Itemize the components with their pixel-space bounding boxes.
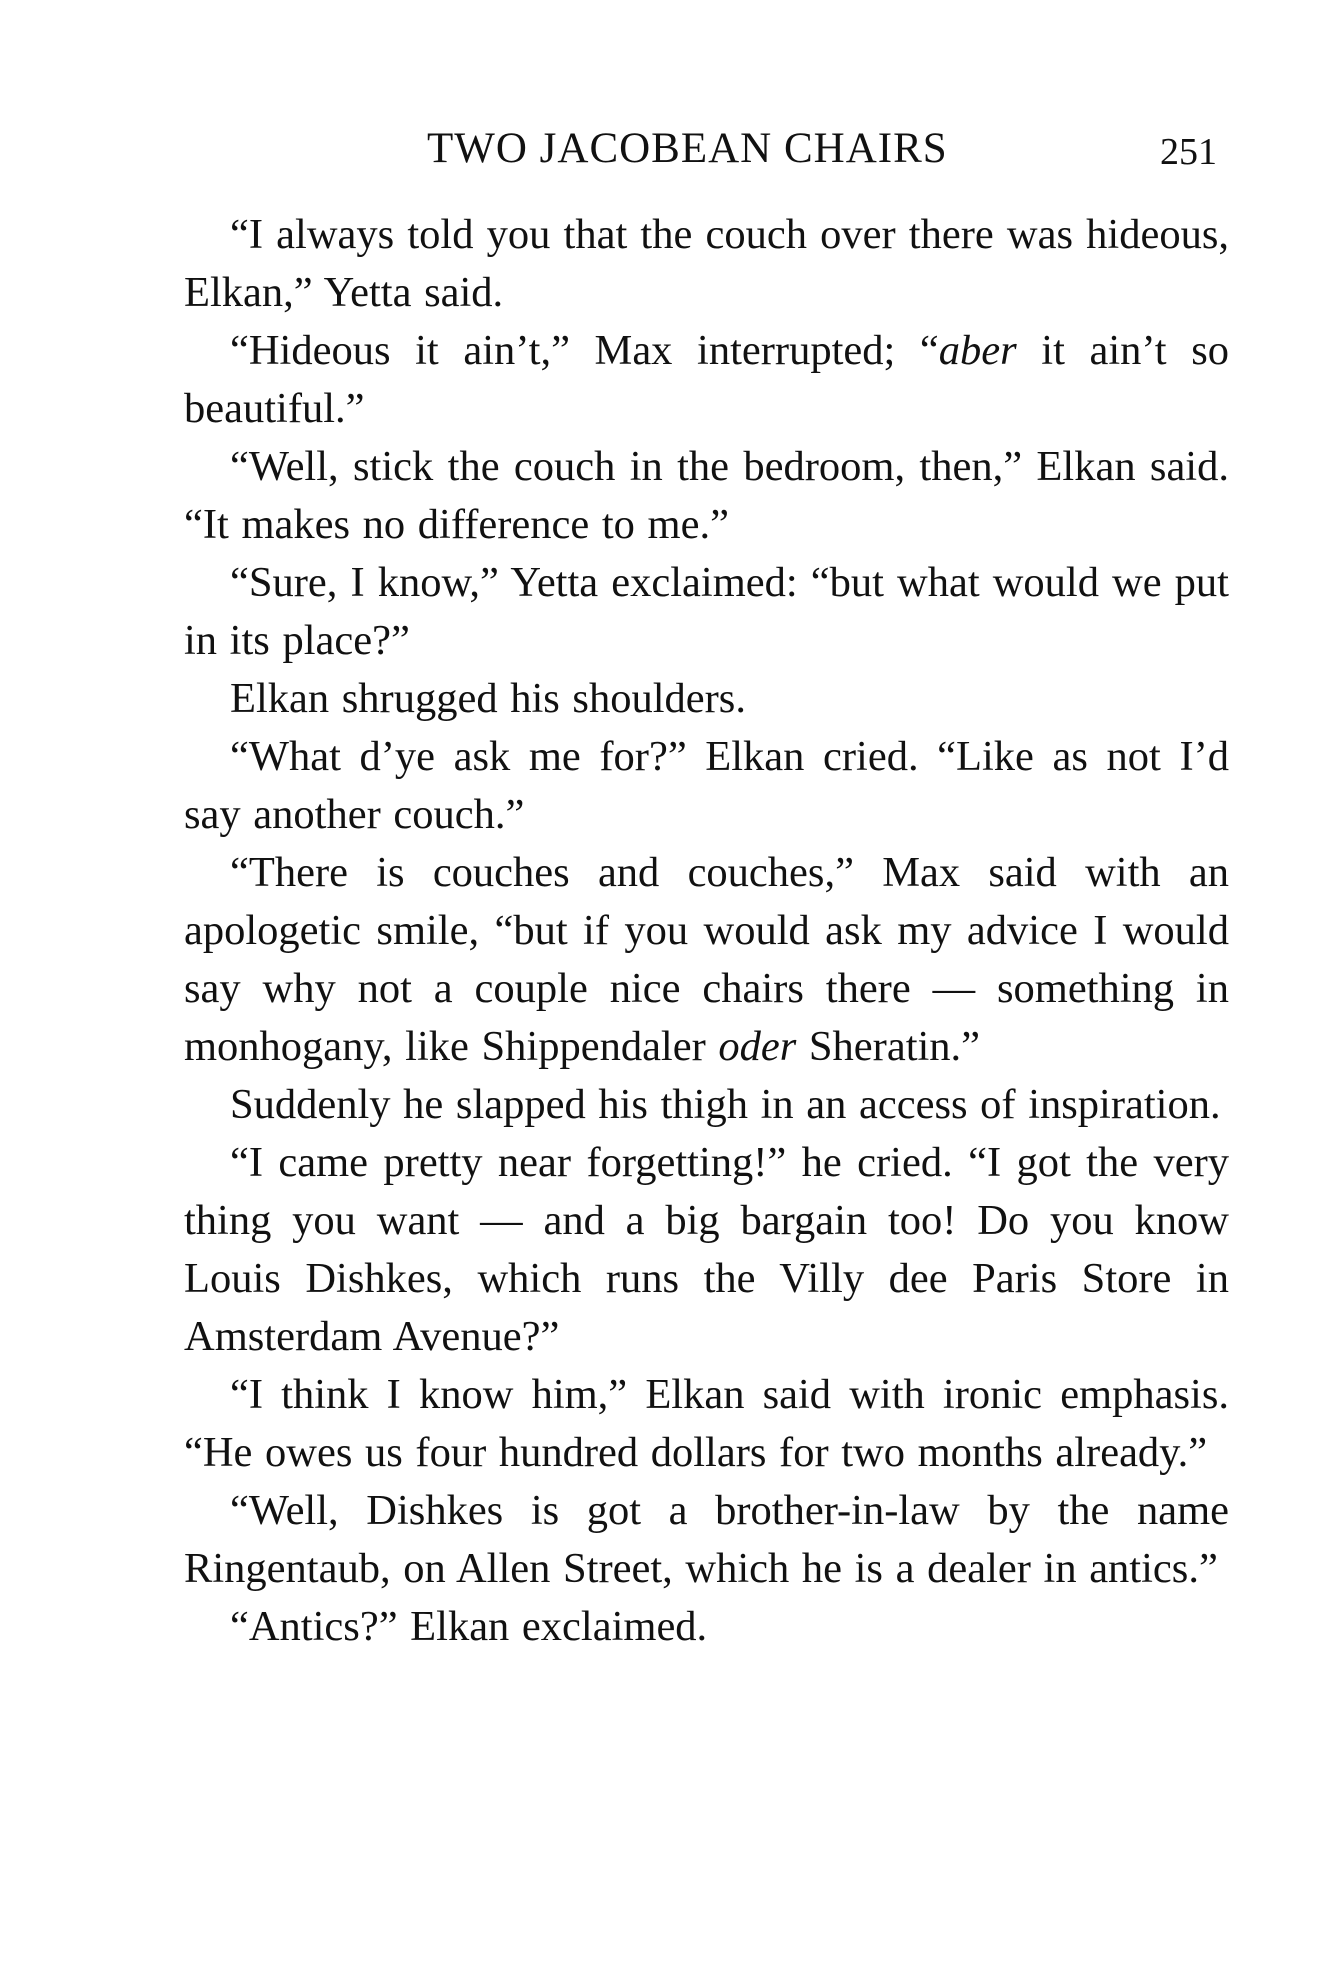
running-title: TWO JACOBEAN CHAIRS [427,125,948,172]
italic-text-segment: oder [718,1023,797,1070]
text-segment: it ain’t so beautiful.” [184,327,1229,432]
text-segment: Sheratin.” [796,1023,981,1070]
paragraph [184,438,1229,554]
paragraph [184,554,1229,670]
paragraph [184,728,1229,844]
page-number: 251 [1160,131,1217,173]
text-segment: “Hideous it ain’t,” Max interrupted; “ [230,327,939,374]
paragraph [184,1598,1229,1656]
paragraph [184,1482,1229,1598]
running-head [0,124,1329,184]
text-segment: “What d’ye ask me for?” Elkan cried. “Like as not I’d say another couch.” [184,733,1229,838]
body-text [184,206,1229,1656]
paragraph [184,670,1229,728]
paragraph [184,1134,1229,1366]
text-segment: “Sure, I know,” Yetta exclaimed: “but what would we put in its place?” [184,559,1229,664]
paragraph [184,206,1229,322]
italic-text-segment: aber [938,327,1017,374]
text-segment: “There is couches and couches,” Max said with an apologetic smile, “but if you would ask my advice I would say why not a couple nice chairs there — something in monhogany, like Shippendaler [184,849,1229,1070]
text-segment: “Well, Dishkes is got a brother-in-law by the name Ringentaub, on Allen Street, which he is a dealer in antics.” [184,1487,1229,1592]
paragraph [184,1366,1229,1482]
text-segment: “I always told you that the couch over there was hideous, Elkan,” Yetta said. [184,211,1229,316]
text-segment: “I think I know him,” Elkan said with ironic emphasis. “He owes us four hundred dollars for two months already.” [184,1371,1229,1476]
text-segment: “Well, stick the couch in the bedroom, then,” Elkan said. “It makes no difference to me.” [184,443,1229,548]
text-segment: “Antics?” Elkan exclaimed. [230,1603,708,1650]
paragraph [184,322,1229,438]
paragraph [184,1076,1229,1134]
text-segment: Elkan shrugged his shoulders. [230,675,746,722]
text-segment: “I came pretty near forgetting!” he cried. “I got the very thing you want — and a big bargain too! Do you know Louis Dishkes, which runs the Villy dee Paris Store in Amsterdam Avenue?” [184,1139,1229,1360]
paragraph [184,844,1229,1076]
text-segment: Suddenly he slapped his thigh in an access of inspiration. [230,1081,1221,1128]
